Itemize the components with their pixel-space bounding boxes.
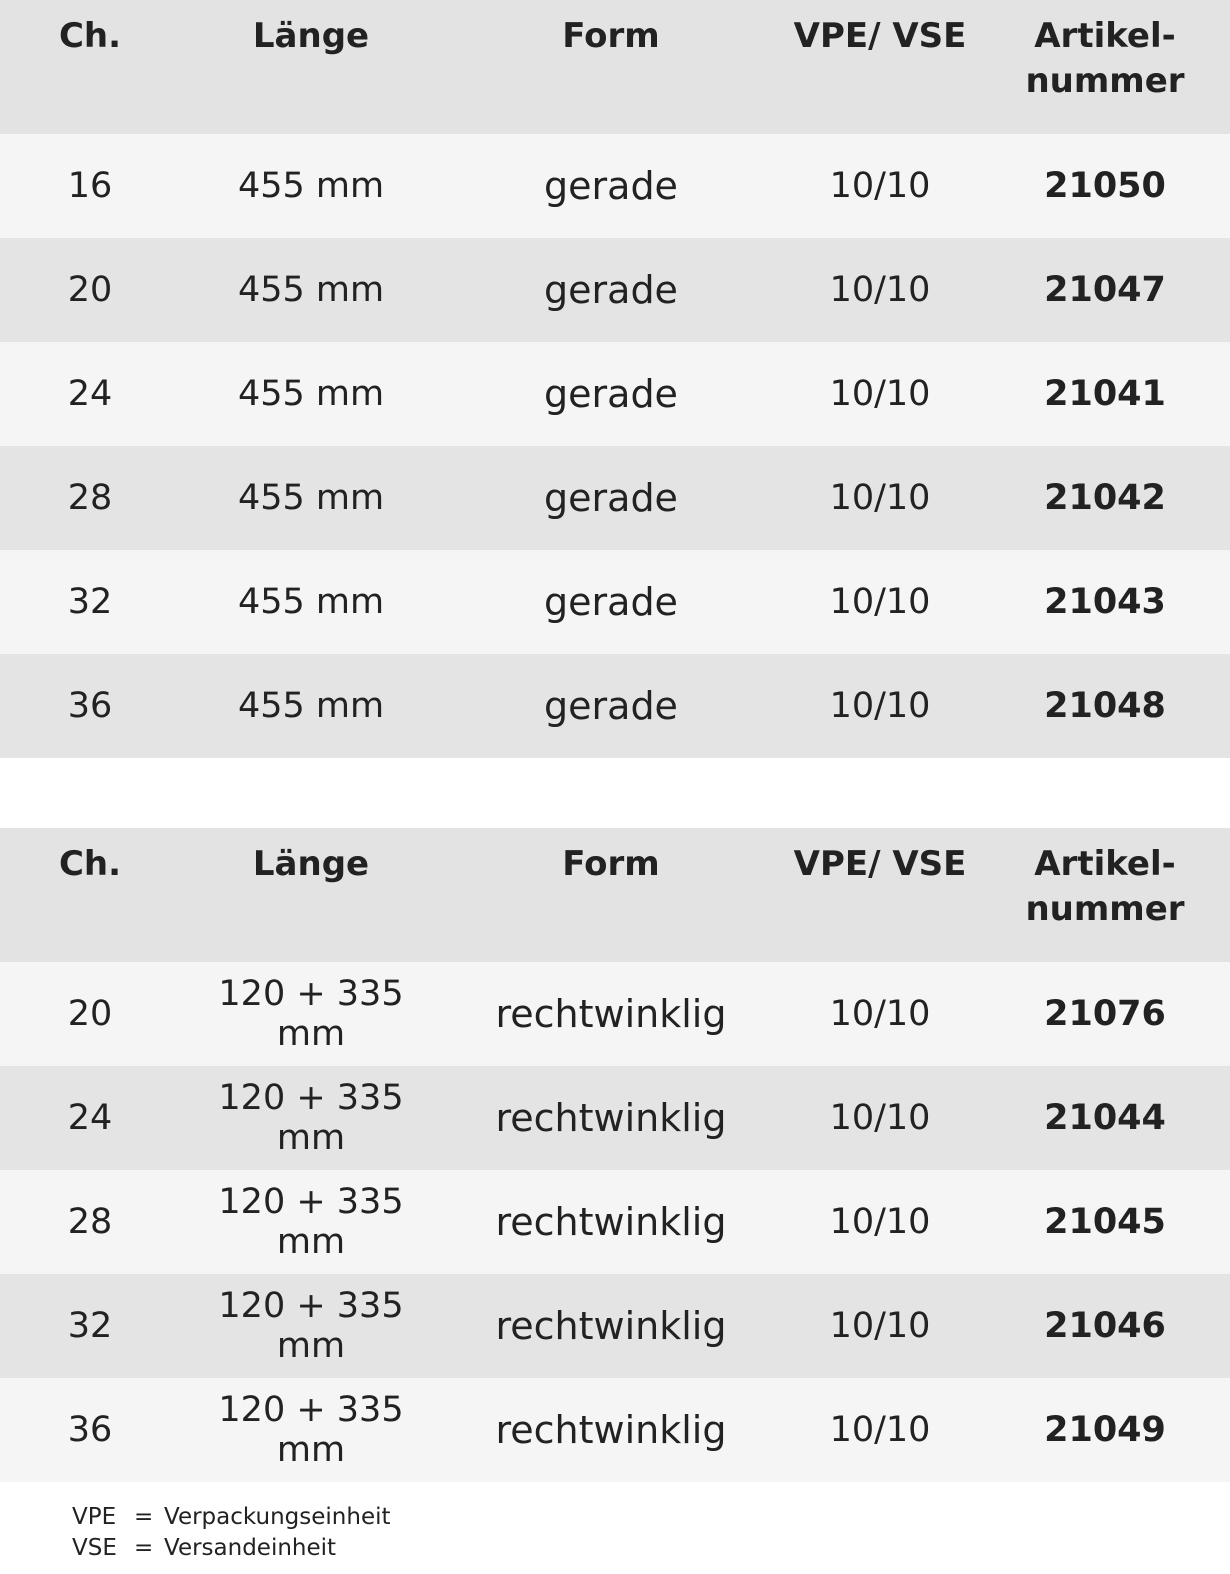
- header-ch: Ch.: [0, 828, 180, 962]
- table-row: [0, 962, 1230, 1066]
- header-artikel-line1: Artikel-: [1034, 16, 1176, 56]
- product-table-straight: [0, 0, 1230, 758]
- table-header-row: [0, 828, 1230, 962]
- legend-equals: =: [134, 1535, 154, 1561]
- header-artikel-line2: nummer: [1025, 889, 1185, 929]
- legend-text: Versandeinheit: [164, 1535, 337, 1561]
- cell-laenge: 120 + 335 mm: [180, 1378, 442, 1482]
- table-row: [0, 1274, 1230, 1378]
- legend-item-vpe: [72, 1502, 391, 1533]
- cell-artikelnummer: 21048: [980, 654, 1230, 758]
- cell-ch: 36: [0, 654, 180, 758]
- cell-laenge: 455 mm: [180, 654, 442, 758]
- cell-artikelnummer: 21049: [980, 1378, 1230, 1482]
- cell-artikelnummer: 21041: [980, 342, 1230, 446]
- cell-artikelnummer: 21044: [980, 1066, 1230, 1170]
- cell-artikelnummer: 21042: [980, 446, 1230, 550]
- product-table-angled: [0, 828, 1230, 1482]
- cell-ch: 24: [0, 342, 180, 446]
- cell-ch: 32: [0, 1274, 180, 1378]
- cell-vpe: 10/10: [780, 238, 980, 342]
- cell-ch: 28: [0, 446, 180, 550]
- header-artikelnummer: [980, 0, 1230, 134]
- cell-artikelnummer: 21050: [980, 134, 1230, 238]
- cell-vpe: 10/10: [780, 962, 980, 1066]
- legend-equals: =: [134, 1504, 154, 1530]
- cell-artikelnummer: 21046: [980, 1274, 1230, 1378]
- table-row: [0, 342, 1230, 446]
- cell-laenge: 455 mm: [180, 342, 442, 446]
- cell-laenge: 120 + 335 mm: [180, 1170, 442, 1274]
- cell-form: rechtwinklig: [442, 1170, 780, 1274]
- legend-item-vse: [72, 1533, 391, 1564]
- table-row: [0, 238, 1230, 342]
- legend-abbr: VPE: [72, 1504, 117, 1530]
- cell-ch: 20: [0, 238, 180, 342]
- cell-form: rechtwinklig: [442, 962, 780, 1066]
- cell-ch: 20: [0, 962, 180, 1066]
- cell-artikelnummer: 21043: [980, 550, 1230, 654]
- cell-artikelnummer: 21045: [980, 1170, 1230, 1274]
- cell-form: gerade: [442, 654, 780, 758]
- table-row: [0, 654, 1230, 758]
- cell-form: gerade: [442, 446, 780, 550]
- cell-vpe: 10/10: [780, 654, 980, 758]
- header-laenge: Länge: [180, 0, 442, 134]
- cell-laenge: 120 + 335 mm: [180, 1066, 442, 1170]
- table-row: [0, 134, 1230, 238]
- cell-form: rechtwinklig: [442, 1378, 780, 1482]
- cell-vpe: 10/10: [780, 446, 980, 550]
- cell-vpe: 10/10: [780, 1170, 980, 1274]
- header-laenge: Länge: [180, 828, 442, 962]
- cell-form: rechtwinklig: [442, 1274, 780, 1378]
- cell-laenge: 455 mm: [180, 238, 442, 342]
- cell-ch: 24: [0, 1066, 180, 1170]
- cell-laenge: 455 mm: [180, 550, 442, 654]
- legend-text: Verpackungseinheit: [164, 1504, 391, 1530]
- cell-vpe: 10/10: [780, 342, 980, 446]
- cell-vpe: 10/10: [780, 550, 980, 654]
- cell-ch: 28: [0, 1170, 180, 1274]
- cell-vpe: 10/10: [780, 1378, 980, 1482]
- cell-ch: 32: [0, 550, 180, 654]
- cell-vpe: 10/10: [780, 1066, 980, 1170]
- cell-vpe: 10/10: [780, 134, 980, 238]
- table-row: [0, 1170, 1230, 1274]
- cell-laenge: 455 mm: [180, 134, 442, 238]
- table-row: [0, 1066, 1230, 1170]
- table-row: [0, 446, 1230, 550]
- cell-artikelnummer: 21047: [980, 238, 1230, 342]
- cell-laenge: 120 + 335 mm: [180, 1274, 442, 1378]
- header-form: Form: [442, 0, 780, 134]
- header-vpe-vse: VPE/ VSE: [780, 828, 980, 962]
- header-artikel-line1: Artikel-: [1034, 844, 1176, 884]
- table-row: [0, 1378, 1230, 1482]
- header-ch: Ch.: [0, 0, 180, 134]
- cell-form: gerade: [442, 342, 780, 446]
- cell-form: rechtwinklig: [442, 1066, 780, 1170]
- cell-artikelnummer: 21076: [980, 962, 1230, 1066]
- header-artikel-line2: nummer: [1025, 61, 1185, 101]
- cell-vpe: 10/10: [780, 1274, 980, 1378]
- cell-laenge: 120 + 335 mm: [180, 962, 442, 1066]
- header-vpe-vse: VPE/ VSE: [780, 0, 980, 134]
- cell-form: gerade: [442, 134, 780, 238]
- cell-form: gerade: [442, 238, 780, 342]
- legend: [72, 1502, 391, 1564]
- legend-abbr: VSE: [72, 1535, 117, 1561]
- header-artikelnummer: [980, 828, 1230, 962]
- table-row: [0, 550, 1230, 654]
- cell-ch: 16: [0, 134, 180, 238]
- cell-ch: 36: [0, 1378, 180, 1482]
- cell-laenge: 455 mm: [180, 446, 442, 550]
- cell-form: gerade: [442, 550, 780, 654]
- header-form: Form: [442, 828, 780, 962]
- table-header-row: [0, 0, 1230, 134]
